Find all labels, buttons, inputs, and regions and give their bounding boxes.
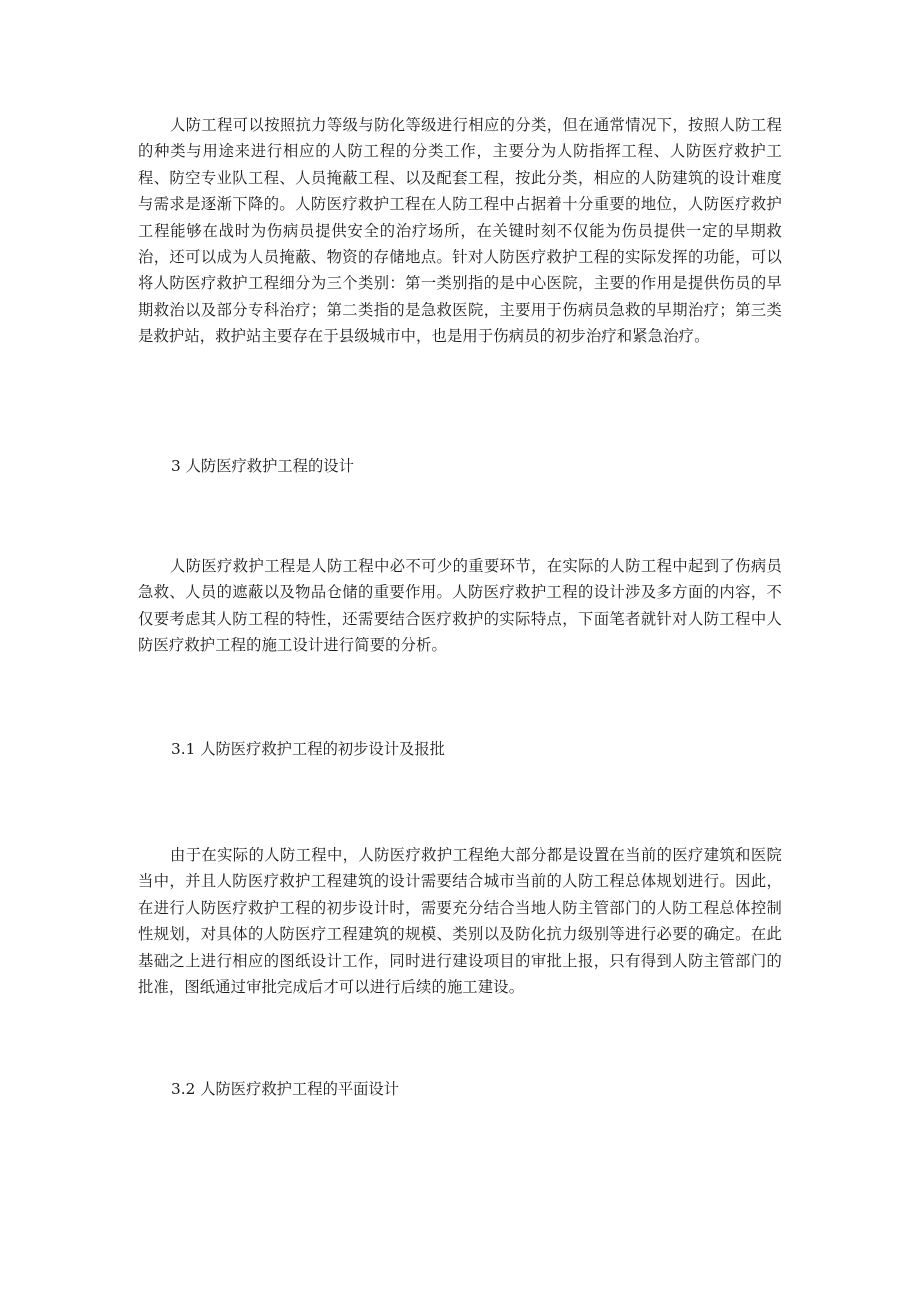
body-paragraph: 由于在实际的人防工程中，人防医疗救护工程绝大部分都是设置在当前的医疗建筑和医院当中，并且人防医疗救护工程建筑的设计需要结合城市当前的人防工程总体规划进行。因此，在进行人防医疗救护工程的初步设计时，需要充分结合当地人防主管部门的人防工程总体控制性规划，对具体的人防医疗工程建筑的规模、类别以及防化抗力级别等进行必要的确定。在此基础之上进行相应的图纸设计工作，同时进行建设项目的审批上报，只有得到人防主管部门的批准，图纸通过审批完成后才可以进行后续的施工建设。 bbox=[138, 846, 782, 997]
section-heading: 3 人防医疗救护工程的设计 bbox=[171, 457, 354, 475]
subsection-heading: 3.1 人防医疗救护工程的初步设计及报批 bbox=[171, 740, 445, 758]
body-paragraph: 人防工程可以按照抗力等级与防化等级进行相应的分类，但在通常情况下，按照人防工程的种类与用途来进行相应的人防工程的分类工作，主要分为人防指挥工程、人防医疗救护工程、防空专业队工程、人员掩蔽工程、以及配套工程，按此分类，相应的人防建筑的设计难度与需求是逐渐下降的。人防医疗救护工程在人防工程中占据着十分重要的地位，人防医疗救护工程能够在战时为伤病员提供安全的治疗场所，在关键时刻不仅能为伤员提供一定的早期救治，还可以成为人员掩蔽、物资的存储地点。针对人防医疗救护工程的实际发挥的功能，可以将人防医疗救护工程细分为三个类别：第一类别指的是中心医院，主要的作用是提供伤员的早期救治以及部分专科治疗；第二类指的是急救医院，主要用于伤病员急救的早期治疗；第三类是救护站，救护站主要存在于县级城市中，也是用于伤病员的初步治疗和紧急治疗。 bbox=[138, 116, 782, 346]
subsection-heading: 3.2 人防医疗救护工程的平面设计 bbox=[171, 1080, 400, 1098]
body-paragraph: 人防医疗救护工程是人防工程中必不可少的重要环节，在实际的人防工程中起到了伤病员急救、人员的遮蔽以及物品仓储的重要作用。人防医疗救护工程的设计涉及多方面的内容，不仅要考虑其人防工程的特性，还需要结合医疗救护的实际特点，下面笔者就针对人防工程中人防医疗救护工程的施工设计进行简要的分析。 bbox=[138, 557, 782, 655]
